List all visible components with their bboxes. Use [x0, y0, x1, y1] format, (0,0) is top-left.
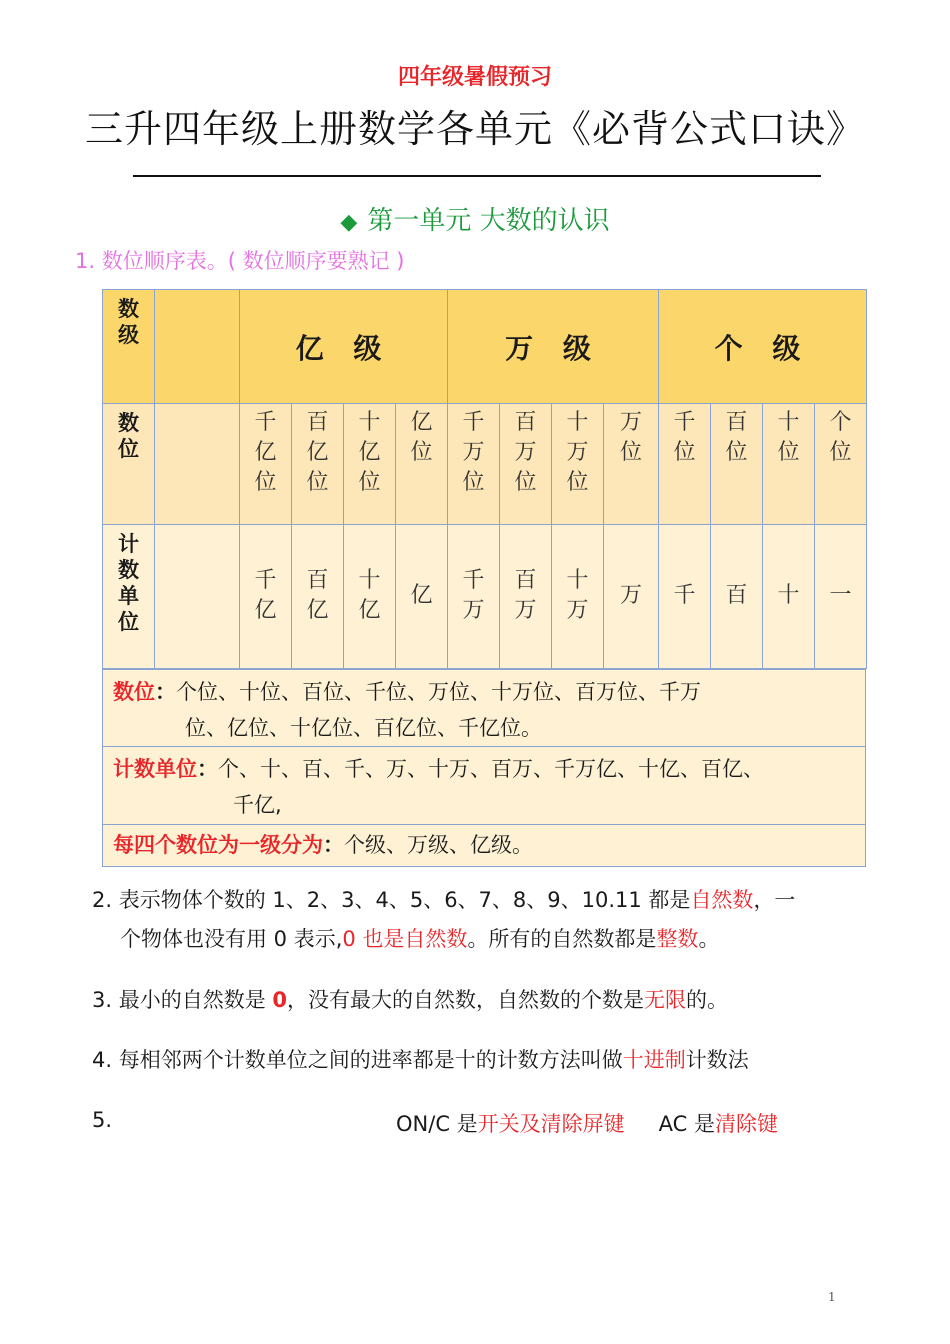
unit-cell: 千万: [448, 524, 500, 668]
info-text: 个位、十位、百位、千位、万位、十万位、百万位、千万: [176, 680, 701, 704]
info-text: 位、亿位、十亿位、百亿位、千亿位。: [185, 716, 542, 740]
position-cell: 亿位: [396, 404, 448, 524]
unit-cell: 十亿: [344, 524, 396, 668]
item-5-number: 5.: [92, 1108, 113, 1132]
item-5: ON/C 是开关及清除屏键 AC 是清除键: [396, 1112, 778, 1136]
position-cell: 千亿位: [240, 404, 292, 524]
info-text: 个级、万级、亿级。: [344, 833, 533, 857]
position-cell: 万位: [604, 404, 659, 524]
group-yi: 亿 级: [240, 290, 448, 404]
blank-cell: [155, 524, 240, 668]
group-ge: 个 级: [659, 290, 867, 404]
position-cell: 十万位: [552, 404, 604, 524]
row-label-level: 数级: [103, 290, 155, 404]
position-cell: 百亿位: [292, 404, 344, 524]
section-title: 1. 数位顺序表。( 数位顺序要熟记 ): [75, 249, 405, 273]
unit-cell: 千: [659, 524, 711, 668]
info-text: 千亿,: [233, 793, 282, 817]
info-label: 每四个数位为一级分为: [113, 833, 323, 857]
position-cell: 百位: [711, 404, 763, 524]
info-label: 计数单位: [113, 757, 197, 781]
unit-cell: 一: [815, 524, 867, 668]
position-cell: 十亿位: [344, 404, 396, 524]
info-row-levels: 每四个数位为一级分为：个级、万级、亿级。: [102, 824, 866, 867]
position-cell: 十位: [763, 404, 815, 524]
title-divider: [133, 175, 821, 177]
info-row-positions: 数位：个位、十位、百位、千位、万位、十万位、百万位、千万 位、亿位、十亿位、百亿位、千亿位。: [102, 669, 866, 747]
unit-cell: 十: [763, 524, 815, 668]
pre-title: 四年级暑假预习: [397, 65, 552, 90]
row-label-position: 数位: [103, 404, 155, 524]
place-value-table: [102, 289, 867, 669]
row-label-unit: 计数单位: [103, 524, 155, 668]
group-wan: 万 级: [448, 290, 659, 404]
page-number: 1: [828, 1290, 836, 1304]
unit-cell: 十万: [552, 524, 604, 668]
position-cell: 个位: [815, 404, 867, 524]
info-row-units: 计数单位：个、十、百、千、万、十万、百万、千万亿、十亿、百亿、 千亿,: [102, 746, 866, 825]
position-cell: 百万位: [500, 404, 552, 524]
unit-cell: 百亿: [292, 524, 344, 668]
unit-title: [0, 200, 950, 237]
unit-title-text: 第一单元 大数的认识: [367, 206, 610, 236]
blank-cell: [155, 290, 240, 404]
position-cell: 千万位: [448, 404, 500, 524]
unit-cell: 百万: [500, 524, 552, 668]
info-text: 个、十、百、千、万、十万、百万、千万亿、十亿、百亿、: [218, 757, 764, 781]
blank-cell: [155, 404, 240, 524]
item-4: 4. 每相邻两个计数单位之间的进率都是十的计数方法叫做十进制计数法: [92, 1048, 749, 1072]
item-2-line-2: 个物体也没有用 0 表示,0 也是自然数。所有的自然数都是整数。: [120, 927, 720, 951]
info-label: 数位: [113, 680, 155, 704]
item-3: 3. 最小的自然数是 0，没有最大的自然数，自然数的个数是无限的。: [92, 988, 729, 1012]
item-2-line-1: 2. 表示物体个数的 1、2、3、4、5、6、7、8、9、10.11 都是自然数，一: [92, 888, 796, 912]
position-cell: 千位: [659, 404, 711, 524]
unit-cell: 千亿: [240, 524, 292, 668]
unit-cell: 亿: [396, 524, 448, 668]
page-title: 三升四年级上册数学各单元《必背公式口诀》: [84, 107, 865, 151]
unit-cell: 百: [711, 524, 763, 668]
diamond-icon: ◆: [340, 210, 358, 235]
unit-cell: 万: [604, 524, 659, 668]
